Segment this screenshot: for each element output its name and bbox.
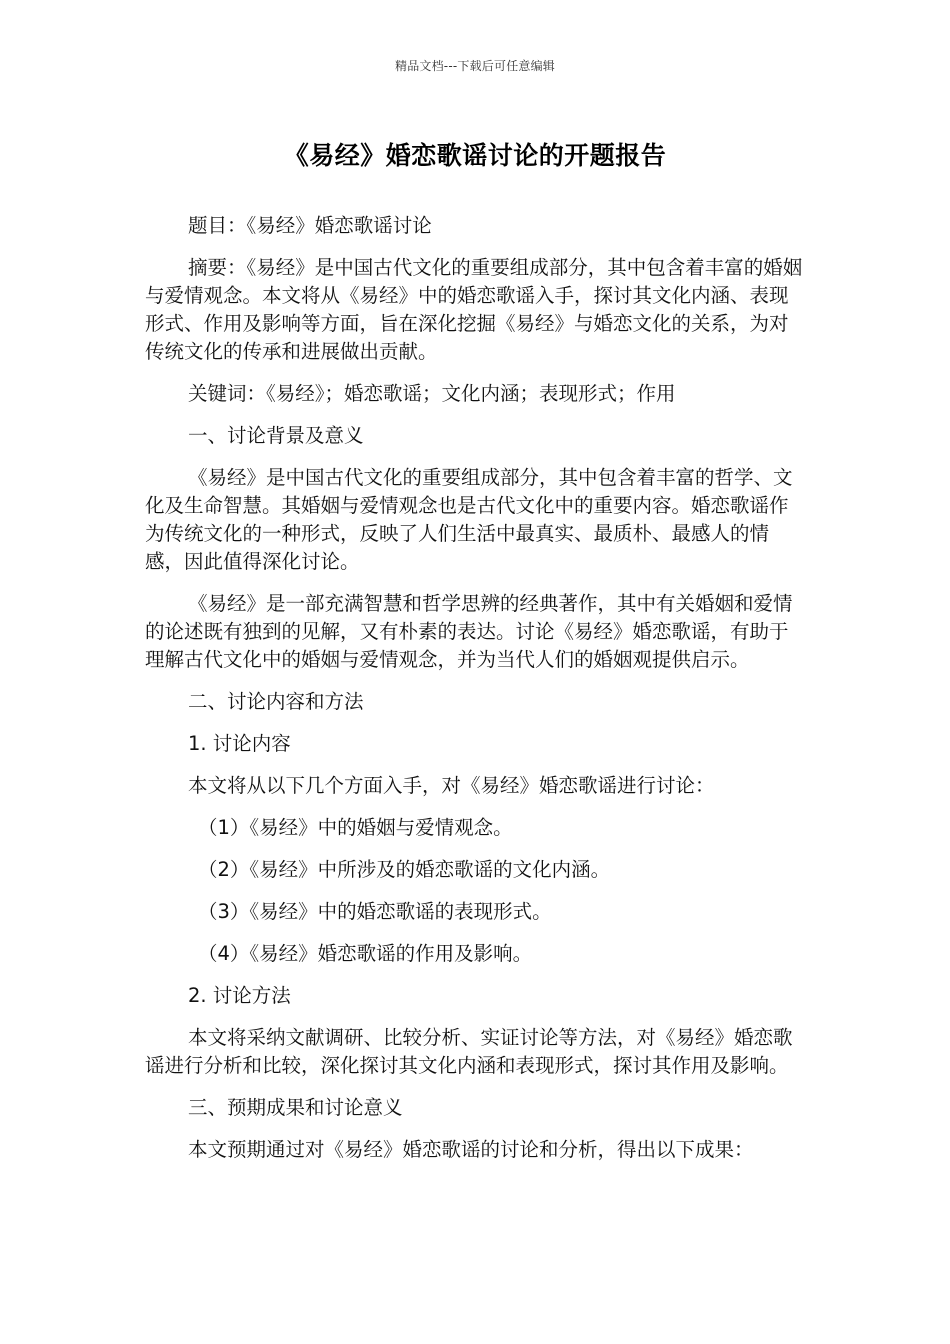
content-intro: 本文将从以下几个方面入手，对《易经》婚恋歌谣进行讨论： — [188, 774, 715, 797]
section-heading-content-method: 二、讨论内容和方法 — [188, 690, 364, 713]
method-paragraph: 本文将采纳文献调研、比较分析、实证讨论等方法，对《易经》婚恋歌谣进行分析和比较，深化探讨其文化内涵和表现形式，探讨其作用及影响。 — [145, 1026, 793, 1077]
results-intro: 本文预期通过对《易经》婚恋歌谣的讨论和分析，得出以下成果： — [188, 1138, 754, 1161]
abstract-paragraph: 摘要：《易经》是中国古代文化的重要组成部分，其中包含着丰富的婚姻与爱情观念。本文将从《易经》中的婚恋歌谣入手，探讨其文化内涵、表现形式、作用及影响等方面，旨在深化挖掘《易经》与婚恋文化的关系，为对传统文化的传承和进展做出贡献。 — [145, 256, 803, 363]
document-title: 《易经》婚恋歌谣讨论的开题报告 — [283, 141, 667, 170]
content-item: （4）《易经》婚恋歌谣的作用及影响。 — [198, 942, 533, 965]
content-item: （3）《易经》中的婚恋歌谣的表现形式。 — [198, 900, 552, 923]
background-paragraph-1: 《易经》是中国古代文化的重要组成部分，其中包含着丰富的哲学、文化及生命智慧。其婚姻与爱情观念也是古代文化中的重要内容。婚恋歌谣作为传统文化的一种形式，反映了人们生活中最真实、最质朴、最感人的情感，因此值得深化讨论。 — [145, 466, 793, 573]
topic-line: 题目：《易经》婚恋歌谣讨论 — [188, 214, 432, 237]
section-heading-background: 一、讨论背景及意义 — [188, 424, 364, 447]
keywords-line: 关键词：《易经》；婚恋歌谣；文化内涵；表现形式；作用 — [188, 382, 676, 405]
background-paragraph-2: 《易经》是一部充满智慧和哲学思辨的经典著作，其中有关婚姻和爱情的论述既有独到的见解，又有朴素的表达。讨论《易经》婚恋歌谣，有助于理解古代文化中的婚姻与爱情观念，并为当代人们的婚姻观提供启示。 — [145, 592, 793, 671]
subheading-method: 2. 讨论方法 — [188, 984, 291, 1007]
content-item: （1）《易经》中的婚姻与爱情观念。 — [198, 816, 513, 839]
content-item: （2）《易经》中所涉及的婚恋歌谣的文化内涵。 — [198, 858, 611, 881]
header-note: 精品文档---下载后可任意编辑 — [395, 59, 555, 73]
subheading-content: 1. 讨论内容 — [188, 732, 291, 755]
document-body — [145, 212, 805, 1178]
section-heading-results: 三、预期成果和讨论意义 — [188, 1096, 403, 1119]
